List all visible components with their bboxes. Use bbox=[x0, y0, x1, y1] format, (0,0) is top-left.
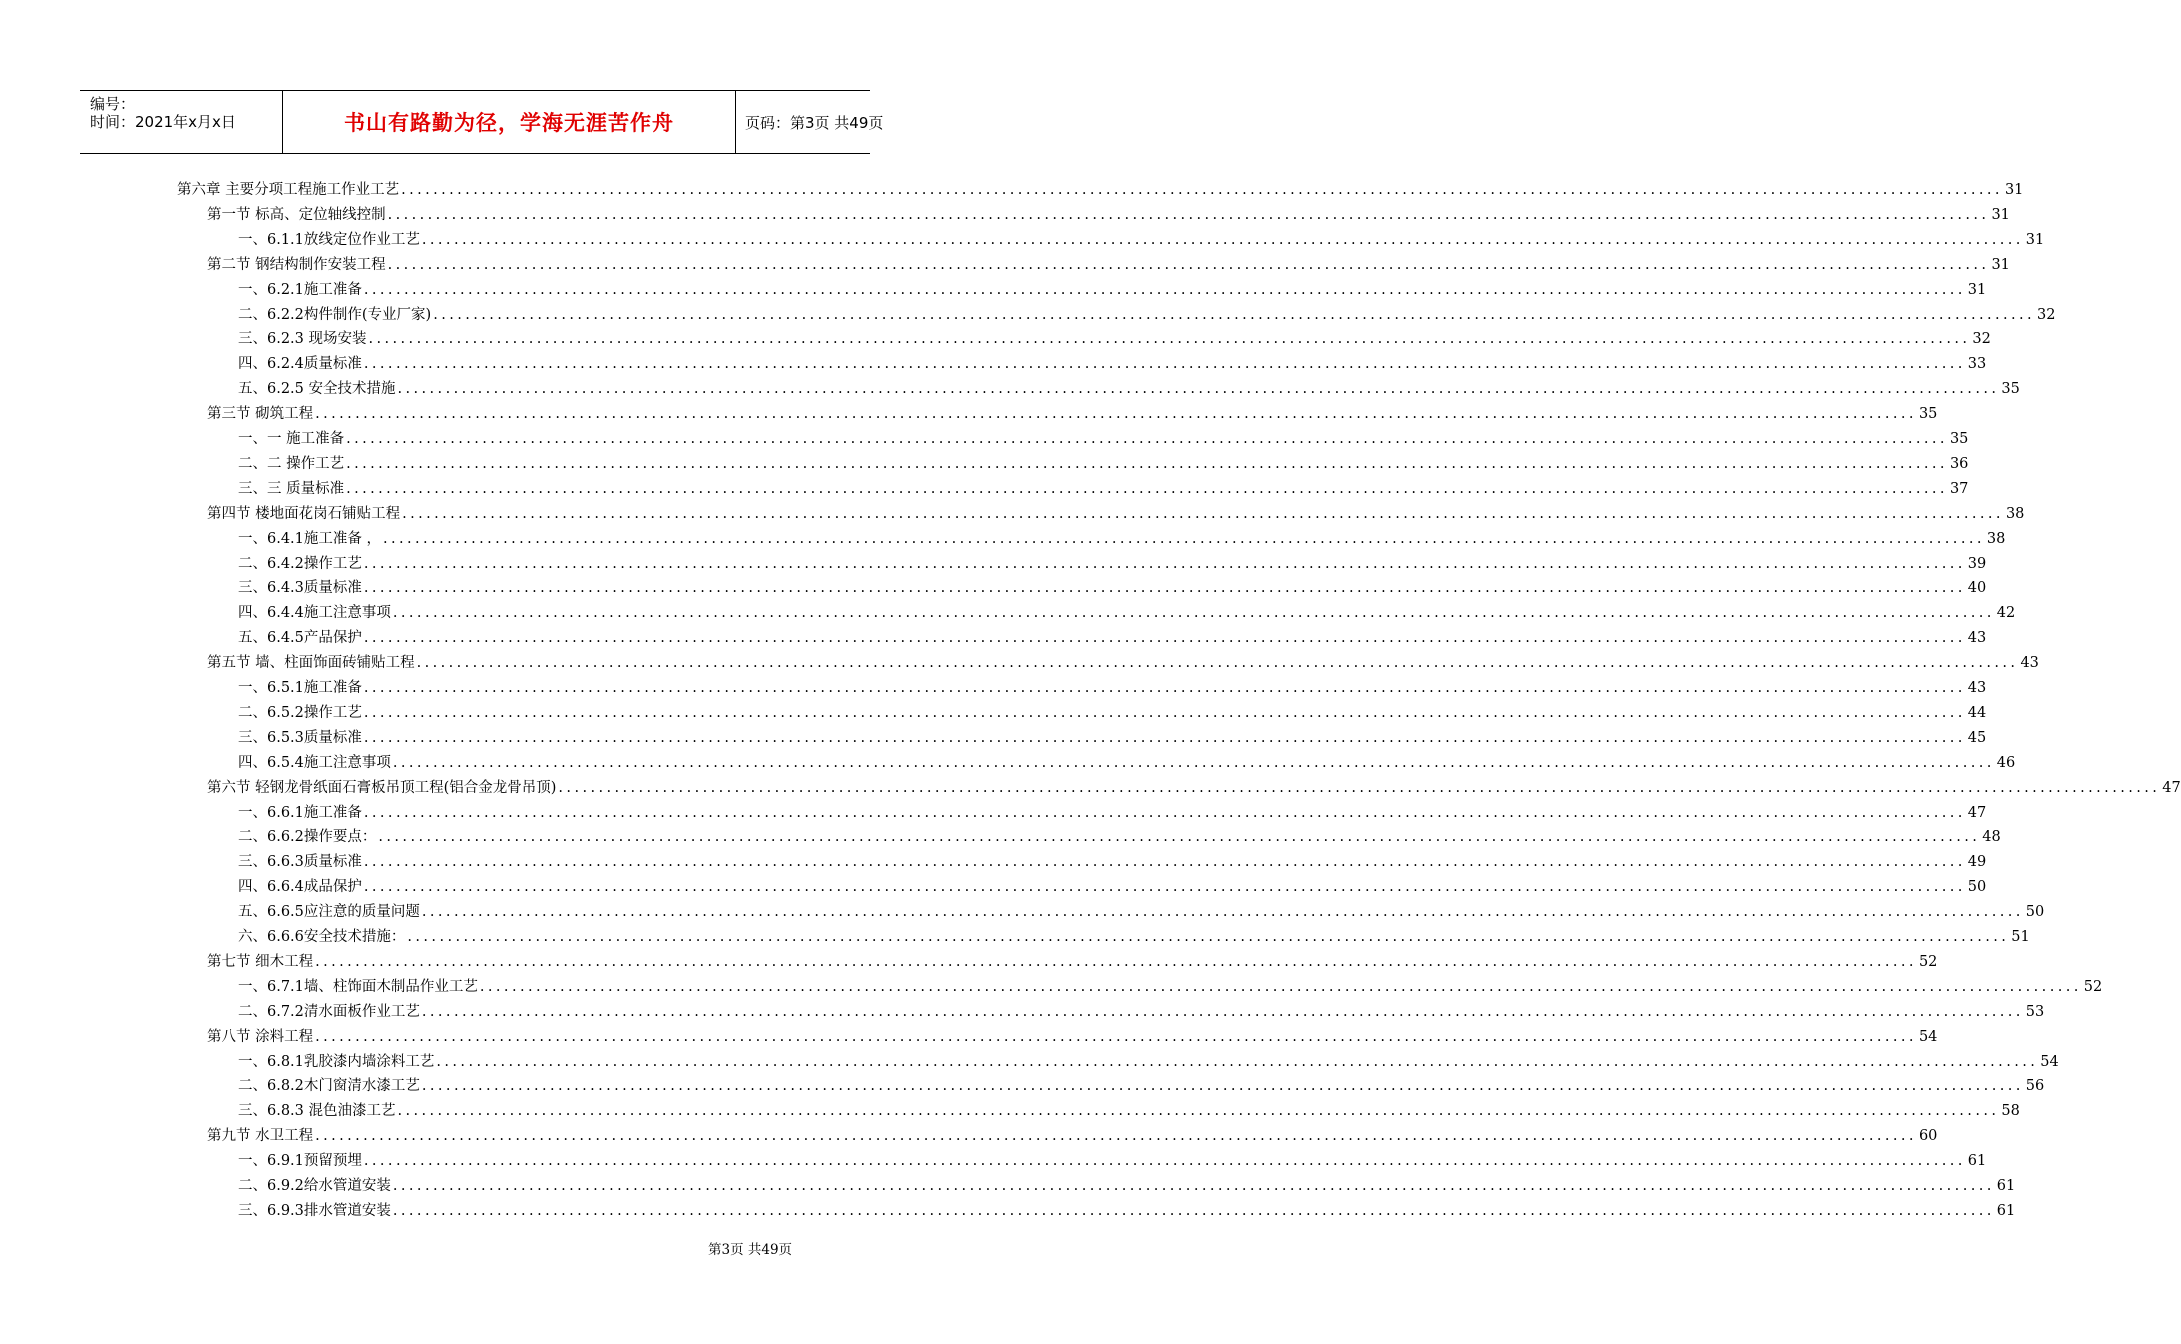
toc-entry-title: 6.6.6安全技术措施： bbox=[267, 929, 406, 945]
toc-entry-title: 第一节 标高、定位轴线控制 bbox=[207, 206, 386, 223]
toc-entry-title: 6.4.5产品保护 bbox=[267, 630, 362, 647]
toc-entry-title: 6.8.3 混色油漆工艺 bbox=[267, 1103, 396, 1120]
toc-entry[interactable] bbox=[238, 701, 1987, 721]
toc-leader-dots: ........................................................................................................................................................................................................ bbox=[363, 555, 1966, 572]
toc-entry[interactable] bbox=[238, 576, 1987, 597]
toc-entry-number: 二、 bbox=[238, 306, 267, 323]
toc-entry-page: 44 bbox=[1967, 704, 1987, 721]
toc-leader-dots: ........................................................................................................................................................................................................ bbox=[407, 929, 2010, 945]
toc-entry-number: 一、 bbox=[238, 281, 267, 298]
toc-leader-dots: ........................................................................................................................................................................................................ bbox=[346, 455, 1948, 472]
toc-entry-title: 6.2.2构件制作(专业厂家) bbox=[267, 306, 432, 323]
toc-leader-dots: ........................................................................................................................................................................................................ bbox=[436, 1053, 2039, 1070]
toc-leader-dots: ........................................................................................................................................................................................................ bbox=[421, 1078, 2024, 1095]
toc-entry-number: 三、 bbox=[238, 480, 267, 497]
toc-leader-dots: ........................................................................................................................................................................................................ bbox=[363, 879, 1966, 896]
toc-leader-dots: ........................................................................................................................................................................................................ bbox=[401, 182, 2003, 198]
toc-entry[interactable] bbox=[238, 925, 2030, 945]
toc-entry-page: 43 bbox=[1967, 630, 1987, 647]
toc-entry[interactable] bbox=[207, 203, 2010, 223]
toc-entry-number: 四、 bbox=[238, 754, 267, 771]
toc-entry-page: 31 bbox=[2004, 182, 2024, 198]
toc-entry-title: 6.4.1施工准备 ， bbox=[267, 530, 382, 547]
toc-entry-title: 6.6.4成品保护 bbox=[267, 879, 362, 896]
toc-entry[interactable] bbox=[238, 801, 1987, 821]
toc-entry-title: 第九节 水卫工程 bbox=[207, 1128, 314, 1145]
toc-entry-number: 五、 bbox=[238, 630, 267, 647]
toc-leader-dots: ........................................................................................................................................................................................................ bbox=[363, 704, 1966, 721]
toc-entry-number: 三、 bbox=[238, 854, 267, 871]
toc-entry[interactable] bbox=[238, 278, 1987, 298]
toc-entry-page: 61 bbox=[1996, 1202, 2016, 1219]
toc-entry[interactable] bbox=[238, 327, 1991, 348]
toc-entry-page: 54 bbox=[1918, 1028, 1938, 1045]
toc-entry[interactable] bbox=[207, 1025, 1938, 1045]
toc-entry[interactable] bbox=[238, 900, 2045, 921]
toc-leader-dots: ........................................................................................................................................................................................................ bbox=[363, 680, 1966, 696]
header-meta bbox=[80, 91, 282, 153]
toc-entry-page: 38 bbox=[1986, 530, 2006, 547]
toc-entry[interactable] bbox=[207, 950, 1938, 970]
motto: 书山有路勤为径，学海无涯苦作舟 bbox=[344, 111, 674, 135]
toc-entry[interactable] bbox=[238, 1099, 2020, 1120]
toc-entry[interactable] bbox=[238, 1074, 2045, 1095]
toc-leader-dots: ........................................................................................................................................................................................................ bbox=[378, 829, 1981, 846]
toc-entry[interactable] bbox=[238, 303, 2056, 323]
toc-entry[interactable] bbox=[238, 1199, 2016, 1219]
toc-entry-page: 52 bbox=[1918, 953, 1938, 970]
toc-leader-dots: ........................................................................................................................................................................................................ bbox=[363, 630, 1966, 647]
toc-entry-number: 一、 bbox=[238, 680, 267, 696]
toc-entry[interactable] bbox=[238, 1050, 2059, 1070]
toc-entry[interactable] bbox=[238, 1149, 1987, 1170]
toc-leader-dots: ........................................................................................................................................................................................................ bbox=[421, 1003, 2024, 1020]
toc-entry-page: 52 bbox=[2083, 978, 2103, 995]
toc-entry[interactable] bbox=[238, 975, 2103, 995]
toc-entry[interactable] bbox=[238, 626, 1987, 647]
toc-entry-page: 35 bbox=[1949, 431, 1969, 447]
toc-entry-title: 6.2.5 安全技术措施 bbox=[267, 381, 396, 398]
toc-entry-number: 一、 bbox=[238, 431, 267, 447]
toc-leader-dots: ........................................................................................................................................................................................................ bbox=[363, 854, 1966, 871]
toc-entry[interactable] bbox=[238, 825, 2001, 846]
toc-entry-page: 31 bbox=[1991, 256, 2010, 273]
toc-leader-dots: ........................................................................................................................................................................................................ bbox=[363, 1153, 1966, 1170]
toc-entry-number: 一、 bbox=[238, 231, 267, 248]
toc-entry-title: 6.2.1施工准备 bbox=[267, 281, 362, 298]
toc-entry-page: 31 bbox=[2025, 231, 2045, 248]
toc-leader-dots: ........................................................................................................................................................................................................ bbox=[392, 1202, 1995, 1219]
toc-entry[interactable] bbox=[238, 676, 1987, 696]
toc-entry[interactable] bbox=[207, 1124, 1938, 1145]
toc-entry-title: 6.2.3 现场安装 bbox=[267, 331, 367, 348]
toc-entry[interactable] bbox=[238, 452, 1969, 472]
page-header bbox=[80, 90, 884, 154]
toc-entry-page: 42 bbox=[1996, 605, 2016, 622]
toc-entry-title: 第四节 楼地面花岗石铺贴工程 bbox=[207, 505, 401, 522]
toc-entry-number: 二、 bbox=[238, 555, 267, 572]
toc-entry-number: 一、 bbox=[238, 1053, 267, 1070]
toc-entry-number: 一、 bbox=[238, 978, 267, 995]
toc-entry-page: 46 bbox=[1996, 754, 2016, 771]
toc-entry-number: 三、 bbox=[238, 580, 267, 597]
toc-entry-number: 四、 bbox=[238, 605, 267, 622]
toc-entry[interactable] bbox=[238, 1000, 2045, 1020]
toc-entry-number: 一、 bbox=[238, 1153, 267, 1170]
toc-leader-dots: ........................................................................................................................................................................................................ bbox=[421, 904, 2024, 921]
toc-entry-page: 54 bbox=[2040, 1053, 2059, 1070]
toc-entry-number: 四、 bbox=[238, 879, 267, 896]
toc-entry-number: 二、 bbox=[238, 1178, 267, 1194]
toc-entry-page: 51 bbox=[2011, 929, 2030, 945]
toc-leader-dots: ........................................................................................................................................................................................................ bbox=[363, 356, 1966, 373]
toc-entry-number: 二、 bbox=[238, 829, 267, 846]
toc-entry-number: 五、 bbox=[238, 381, 267, 398]
toc-entry-title: 6.9.2给水管道安装 bbox=[267, 1178, 391, 1194]
toc-leader-dots: ........................................................................................................................................................................................................ bbox=[315, 1028, 1917, 1045]
toc-entry-number: 三、 bbox=[238, 1103, 267, 1120]
toc-entry-title: 6.4.3质量标准 bbox=[267, 580, 362, 597]
toc-entry-page: 38 bbox=[2005, 505, 2025, 522]
toc-entry-number: 三、 bbox=[238, 331, 267, 348]
toc-entry-page: 31 bbox=[1991, 206, 2010, 223]
toc-entry-title: 6.6.2操作要点： bbox=[267, 829, 377, 846]
toc-entry-number: 三、 bbox=[238, 729, 267, 746]
toc-entry[interactable] bbox=[238, 601, 2016, 622]
toc-entry[interactable] bbox=[238, 1174, 2016, 1194]
toc-entry[interactable] bbox=[238, 228, 2045, 248]
toc-entry-title: 6.7.1墙、柱饰面木制品作业工艺 bbox=[267, 978, 478, 995]
toc-entry[interactable] bbox=[207, 651, 2039, 672]
toc-entry-title: 第七节 细木工程 bbox=[207, 953, 314, 970]
toc-entry-title: 第二节 钢结构制作安装工程 bbox=[207, 256, 386, 273]
toc-entry-page: 40 bbox=[1967, 580, 1987, 597]
toc-entry-title: 6.6.3质量标准 bbox=[267, 854, 362, 871]
toc-entry-number: 六、 bbox=[238, 929, 267, 945]
code-label: 编号： bbox=[90, 95, 136, 113]
toc-leader-dots: ........................................................................................................................................................................................................ bbox=[315, 406, 1917, 423]
toc-leader-dots: ........................................................................................................................................................................................................ bbox=[397, 381, 2000, 398]
toc-entry-title: 6.8.1乳胶漆内墙涂料工艺 bbox=[267, 1053, 435, 1070]
toc-entry-page: 48 bbox=[1982, 829, 2001, 846]
toc-entry[interactable] bbox=[238, 726, 1987, 746]
toc-entry-page: 35 bbox=[1918, 406, 1938, 423]
toc-entry-number: 五、 bbox=[238, 904, 267, 921]
toc-entry[interactable] bbox=[207, 402, 1938, 423]
toc-leader-dots: ........................................................................................................................................................................................................ bbox=[402, 505, 2004, 522]
toc-entry-title: 一 施工准备 bbox=[267, 431, 345, 447]
toc-leader-dots: ........................................................................................................................................................................................................ bbox=[433, 306, 2036, 323]
toc-entry-number: 三、 bbox=[238, 1202, 267, 1219]
toc-entry[interactable] bbox=[207, 502, 2025, 522]
toc-entry-page: 32 bbox=[2037, 306, 2056, 323]
toc-leader-dots: ........................................................................................................................................................................................................ bbox=[558, 779, 2161, 796]
toc-leader-dots: ........................................................................................................................................................................................................ bbox=[315, 953, 1917, 970]
toc-entry[interactable] bbox=[207, 253, 2010, 273]
toc-entry-page: 58 bbox=[2001, 1103, 2020, 1120]
toc-entry[interactable] bbox=[238, 527, 2006, 547]
toc-entry-number: 二、 bbox=[238, 704, 267, 721]
toc-entry-title: 6.4.4施工注意事项 bbox=[267, 605, 391, 622]
toc-entry-page: 50 bbox=[2025, 904, 2045, 921]
toc-entry[interactable] bbox=[238, 477, 1969, 497]
toc-leader-dots: ........................................................................................................................................................................................................ bbox=[363, 580, 1966, 597]
toc-leader-dots: ........................................................................................................................................................................................................ bbox=[421, 231, 2024, 248]
toc-entry-page: 61 bbox=[1996, 1178, 2016, 1194]
toc-leader-dots: ........................................................................................................................................................................................................ bbox=[392, 605, 1995, 622]
toc-entry[interactable] bbox=[238, 427, 1969, 447]
toc-entry-title: 6.9.1预留预埋 bbox=[267, 1153, 362, 1170]
toc-entry-title: 第六章 主要分项工程施工作业工艺 bbox=[177, 182, 400, 198]
toc-entry-title: 第三节 砌筑工程 bbox=[207, 406, 314, 423]
toc-leader-dots: ........................................................................................................................................................................................................ bbox=[383, 530, 1985, 547]
toc-entry-number: 一、 bbox=[238, 530, 267, 547]
toc-entry-number: 二、 bbox=[238, 1078, 267, 1095]
toc-leader-dots: ........................................................................................................................................................................................................ bbox=[392, 754, 1995, 771]
toc-leader-dots: ........................................................................................................................................................................................................ bbox=[363, 281, 1966, 298]
footer-page-info: 第3页 共49页 bbox=[708, 1242, 793, 1258]
toc-entry-page: 43 bbox=[1967, 680, 1987, 696]
toc-entry-page: 56 bbox=[2025, 1078, 2045, 1095]
toc-leader-dots: ........................................................................................................................................................................................................ bbox=[479, 978, 2082, 995]
toc-entry-page: 33 bbox=[1967, 356, 1987, 373]
toc-entry-title: 6.2.4质量标准 bbox=[267, 356, 362, 373]
toc-leader-dots: ........................................................................................................................................................................................................ bbox=[387, 206, 1990, 223]
toc-leader-dots: ........................................................................................................................................................................................................ bbox=[346, 480, 1948, 497]
toc-entry-number: 四、 bbox=[238, 356, 267, 373]
toc-entry-page: 47 bbox=[1967, 804, 1987, 821]
toc-leader-dots: ........................................................................................................................................................................................................ bbox=[416, 655, 2019, 672]
header-page-info: 页码：第3页 共49页 bbox=[745, 113, 884, 132]
toc-entry-page: 36 bbox=[1949, 455, 1969, 472]
toc-leader-dots: ........................................................................................................................................................................................................ bbox=[363, 804, 1966, 821]
toc-entry-title: 第八节 涂料工程 bbox=[207, 1028, 314, 1045]
toc-entry-page: 47 bbox=[2162, 779, 2181, 796]
toc-entry-page: 32 bbox=[1972, 331, 1991, 348]
toc-entry[interactable] bbox=[238, 352, 1987, 373]
toc-entry-title: 二 操作工艺 bbox=[267, 455, 345, 472]
toc-entry-page: 39 bbox=[1967, 555, 1987, 572]
toc-entry-title: 6.7.2清水面板作业工艺 bbox=[267, 1003, 420, 1020]
toc-entry-title: 6.9.3排水管道安装 bbox=[267, 1202, 391, 1219]
toc-entry-title: 6.5.2操作工艺 bbox=[267, 704, 362, 721]
toc-entry-title: 三 质量标准 bbox=[267, 480, 345, 497]
toc-entry-page: 35 bbox=[2001, 381, 2020, 398]
toc-entry-page: 43 bbox=[2020, 655, 2039, 672]
toc-leader-dots: ........................................................................................................................................................................................................ bbox=[363, 729, 1966, 746]
toc-leader-dots: ........................................................................................................................................................................................................ bbox=[392, 1178, 1995, 1194]
toc-entry-title: 6.5.1施工准备 bbox=[267, 680, 362, 696]
toc-entry[interactable] bbox=[238, 850, 1987, 871]
toc-leader-dots: ........................................................................................................................................................................................................ bbox=[315, 1128, 1917, 1145]
toc-entry-number: 一、 bbox=[238, 804, 267, 821]
toc-entry-title: 第六节 轻钢龙骨纸面石膏板吊顶工程(铝合金龙骨吊顶) bbox=[207, 779, 557, 796]
header-motto-cell bbox=[282, 91, 736, 153]
toc-entry-number: 二、 bbox=[238, 455, 267, 472]
toc-entry[interactable] bbox=[207, 776, 2181, 796]
toc-entry-page: 61 bbox=[1967, 1153, 1987, 1170]
toc-entry[interactable] bbox=[177, 178, 2024, 198]
toc-entry-title: 6.8.2木门窗清水漆工艺 bbox=[267, 1078, 420, 1095]
toc-entry-page: 45 bbox=[1967, 729, 1987, 746]
toc-entry[interactable] bbox=[238, 751, 2016, 771]
toc-entry-title: 6.6.1施工准备 bbox=[267, 804, 362, 821]
toc-entry[interactable] bbox=[238, 875, 1987, 896]
toc-entry-title: 第五节 墙、柱面饰面砖铺贴工程 bbox=[207, 655, 415, 672]
toc-leader-dots: ........................................................................................................................................................................................................ bbox=[346, 431, 1948, 447]
toc-entry-title: 6.4.2操作工艺 bbox=[267, 555, 362, 572]
date-label: 时间：2021年x月x日 bbox=[90, 113, 236, 131]
toc-entry[interactable] bbox=[238, 377, 2020, 398]
toc-entry-title: 6.5.4施工注意事项 bbox=[267, 754, 391, 771]
toc-entry-title: 6.5.3质量标准 bbox=[267, 729, 362, 746]
toc-entry-page: 37 bbox=[1949, 480, 1969, 497]
toc-leader-dots: ........................................................................................................................................................................................................ bbox=[368, 331, 1971, 348]
header-page-cell bbox=[735, 91, 884, 153]
toc-entry-page: 50 bbox=[1967, 879, 1987, 896]
toc-entry-title: 6.6.5应注意的质量问题 bbox=[267, 904, 420, 921]
toc-leader-dots: ........................................................................................................................................................................................................ bbox=[397, 1103, 2000, 1120]
toc-entry-number: 二、 bbox=[238, 1003, 267, 1020]
toc-entry-page: 49 bbox=[1967, 854, 1987, 871]
toc-entry-page: 60 bbox=[1918, 1128, 1938, 1145]
toc-entry-page: 53 bbox=[2025, 1003, 2045, 1020]
toc-entry[interactable] bbox=[238, 552, 1987, 572]
toc-entry-title: 6.1.1放线定位作业工艺 bbox=[267, 231, 420, 248]
toc-entry-page: 31 bbox=[1967, 281, 1987, 298]
toc-leader-dots: ........................................................................................................................................................................................................ bbox=[387, 256, 1990, 273]
